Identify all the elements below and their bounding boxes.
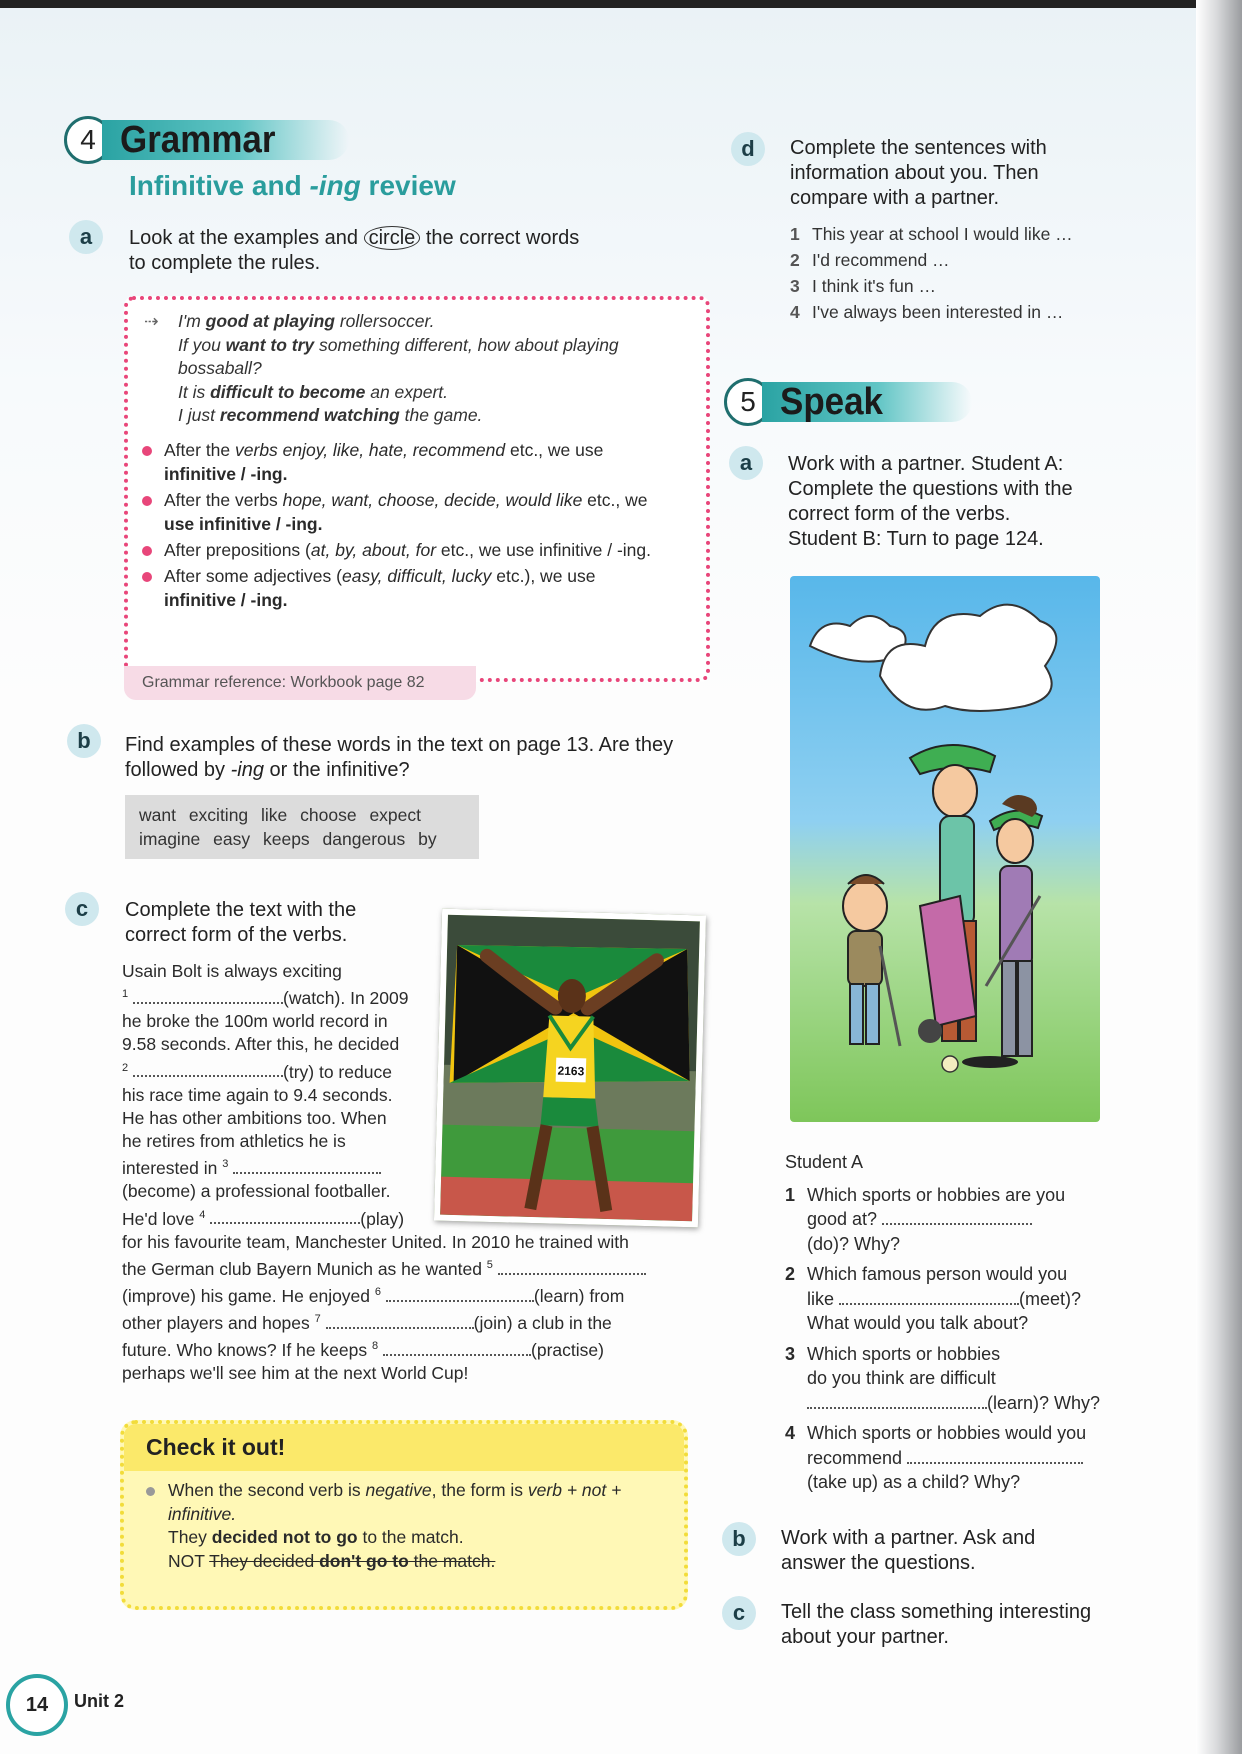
answer-blank[interactable] <box>386 1285 534 1302</box>
word-row: want exciting like choose expect <box>139 805 421 825</box>
speak-letter-a: a <box>729 446 763 480</box>
check-it-out-title: Check it out! <box>124 1424 684 1471</box>
rule-item: After the verbs hope, want, choose, decide, would like etc., we use infinitive / -ing. <box>142 488 692 536</box>
section-title: Speak <box>780 380 884 423</box>
answer-blank[interactable] <box>326 1312 474 1329</box>
exercise-letter-a: a <box>69 220 103 254</box>
circle-word: circle <box>364 226 421 250</box>
check-it-out-box <box>120 1420 688 1610</box>
passage-text: Usain Bolt is always exciting $^1$ (watch). In 2009 he broke the 100m world record in 9.58 seconds. After this, he decided $^2$ (try) to reduce his race time again to 9.4 seconds. He has other ambitions too. When he retires from athletics he is interested in $^3$ (become) a professional footballer. He'd love $^4$ (play) for his favourite team, Manchester United. In 2010 he trained with the German club Bayern Munich as he wanted $^5$ (improve) his game. He enjoyed $^6$ (learn) from other players and hopes $^7$ (join) a club in the future. Who knows? If he keeps $^8$ (practise) perhaps we'll see him at the next World Cup! <box>122 960 722 1385</box>
exercise-letter-d: d <box>731 132 765 166</box>
speak-a-instruction: Work with a partner. Student A: Complete the questions with the correct form of the verbs. Student B: Turn to page 124. <box>788 453 1073 550</box>
cartoon-golfers <box>790 576 1100 1122</box>
list-item: 4 I've always been interested in … <box>790 302 1064 322</box>
answer-blank[interactable] <box>233 1157 381 1174</box>
student-a-block <box>785 1150 1115 1495</box>
answer-blank[interactable] <box>383 1339 531 1356</box>
answer-blank[interactable] <box>907 1447 1083 1464</box>
section-title: Grammar <box>120 118 276 161</box>
answer-blank[interactable] <box>839 1288 1019 1305</box>
answer-blank[interactable] <box>133 987 283 1004</box>
answer-blank[interactable] <box>882 1208 1032 1225</box>
exercise-d-list <box>790 221 1073 325</box>
section-number: 5 <box>724 378 772 426</box>
question-item: 3 Which sports or hobbies do you think are difficult (learn)? Why? <box>785 1343 1101 1413</box>
example-line: I'm good at playing rollersoccer. <box>178 311 435 331</box>
example-line: If you want to try something different, how about playing <box>178 334 619 355</box>
svg-text:2163: 2163 <box>557 1063 585 1079</box>
speak-b-instruction: Work with a partner. Ask and answer the questions. <box>781 1527 1036 1574</box>
speak-c-instruction: Tell the class something interesting about your partner. <box>781 1601 1092 1648</box>
bullet-icon <box>146 1487 155 1496</box>
exercise-c-instruction: Complete the text with the correct form of the verbs. <box>125 899 357 946</box>
rule-item: After prepositions (at, by, about, for etc., we use infinitive / -ing. <box>142 538 692 562</box>
examples-block <box>142 310 692 428</box>
list-item: 1 This year at school I would like … <box>790 224 1073 244</box>
section-number: 4 <box>64 116 112 164</box>
list-item: 2 I'd recommend … <box>790 250 950 270</box>
top-edge <box>0 0 1242 8</box>
answer-blank[interactable] <box>210 1207 360 1224</box>
speak-letter-c: c <box>722 1596 756 1630</box>
grammar-rules-box <box>124 296 710 682</box>
rules-list <box>142 438 692 612</box>
list-item: 3 I think it's fun … <box>790 276 936 296</box>
exercise-a-instruction: Look at the examples and circle the correct words to complete the rules. <box>129 227 580 274</box>
book-spine-shadow <box>1196 0 1242 1754</box>
example-line: I just recommend watching the game. <box>178 405 483 425</box>
exercise-letter-c: c <box>65 892 99 926</box>
speak-letter-b: b <box>722 1522 756 1556</box>
golf-illustration <box>790 576 1100 1122</box>
check-it-out-body: When the second verb is negative, the form is verb + not + infinitive. They decided not to go to the match. NOT They decided don't go to the match. <box>124 1471 684 1585</box>
answer-blank[interactable] <box>133 1060 283 1077</box>
arrow-icon: ⇢ <box>144 311 159 331</box>
exercise-b-instruction: Find examples of these words in the text on page 13. Are they followed by -ing or the infinitive? <box>125 734 674 781</box>
exercise-letter-b: b <box>67 724 101 758</box>
example-line: It is difficult to become an expert. <box>178 381 449 402</box>
word-box <box>125 795 479 859</box>
rule-item: After the verbs enjoy, like, hate, recommend etc., we use infinitive / -ing. <box>142 438 692 486</box>
section-subtitle: Infinitive and -ing review <box>129 170 456 201</box>
speak-section-header <box>724 378 972 426</box>
question-item: 1 Which sports or hobbies are you good at? (do)? Why? <box>785 1184 1066 1254</box>
unit-label: Unit 2 <box>74 1691 125 1711</box>
exercise-d-instruction: Complete the sentences with information about you. Then compare with a partner. <box>790 137 1047 209</box>
grammar-reference: Grammar reference: Workbook page 82 <box>124 666 476 700</box>
answer-blank[interactable] <box>807 1392 987 1409</box>
answer-blank[interactable] <box>498 1258 646 1275</box>
rule-item: After some adjectives (easy, difficult, lucky etc.), we use infinitive / -ing. <box>142 564 692 612</box>
student-a-label: Student A <box>785 1152 864 1172</box>
page-number: 14 <box>6 1674 68 1736</box>
question-item: 4 Which sports or hobbies would you recommend (take up) as a child? Why? <box>785 1423 1087 1492</box>
question-item: 2 Which famous person would you like (meet)? What would you talk about? <box>785 1264 1082 1333</box>
word-row: imagine easy keeps dangerous by <box>139 829 437 849</box>
example-line: bossaball? <box>178 358 262 378</box>
grammar-section-header <box>64 116 349 164</box>
